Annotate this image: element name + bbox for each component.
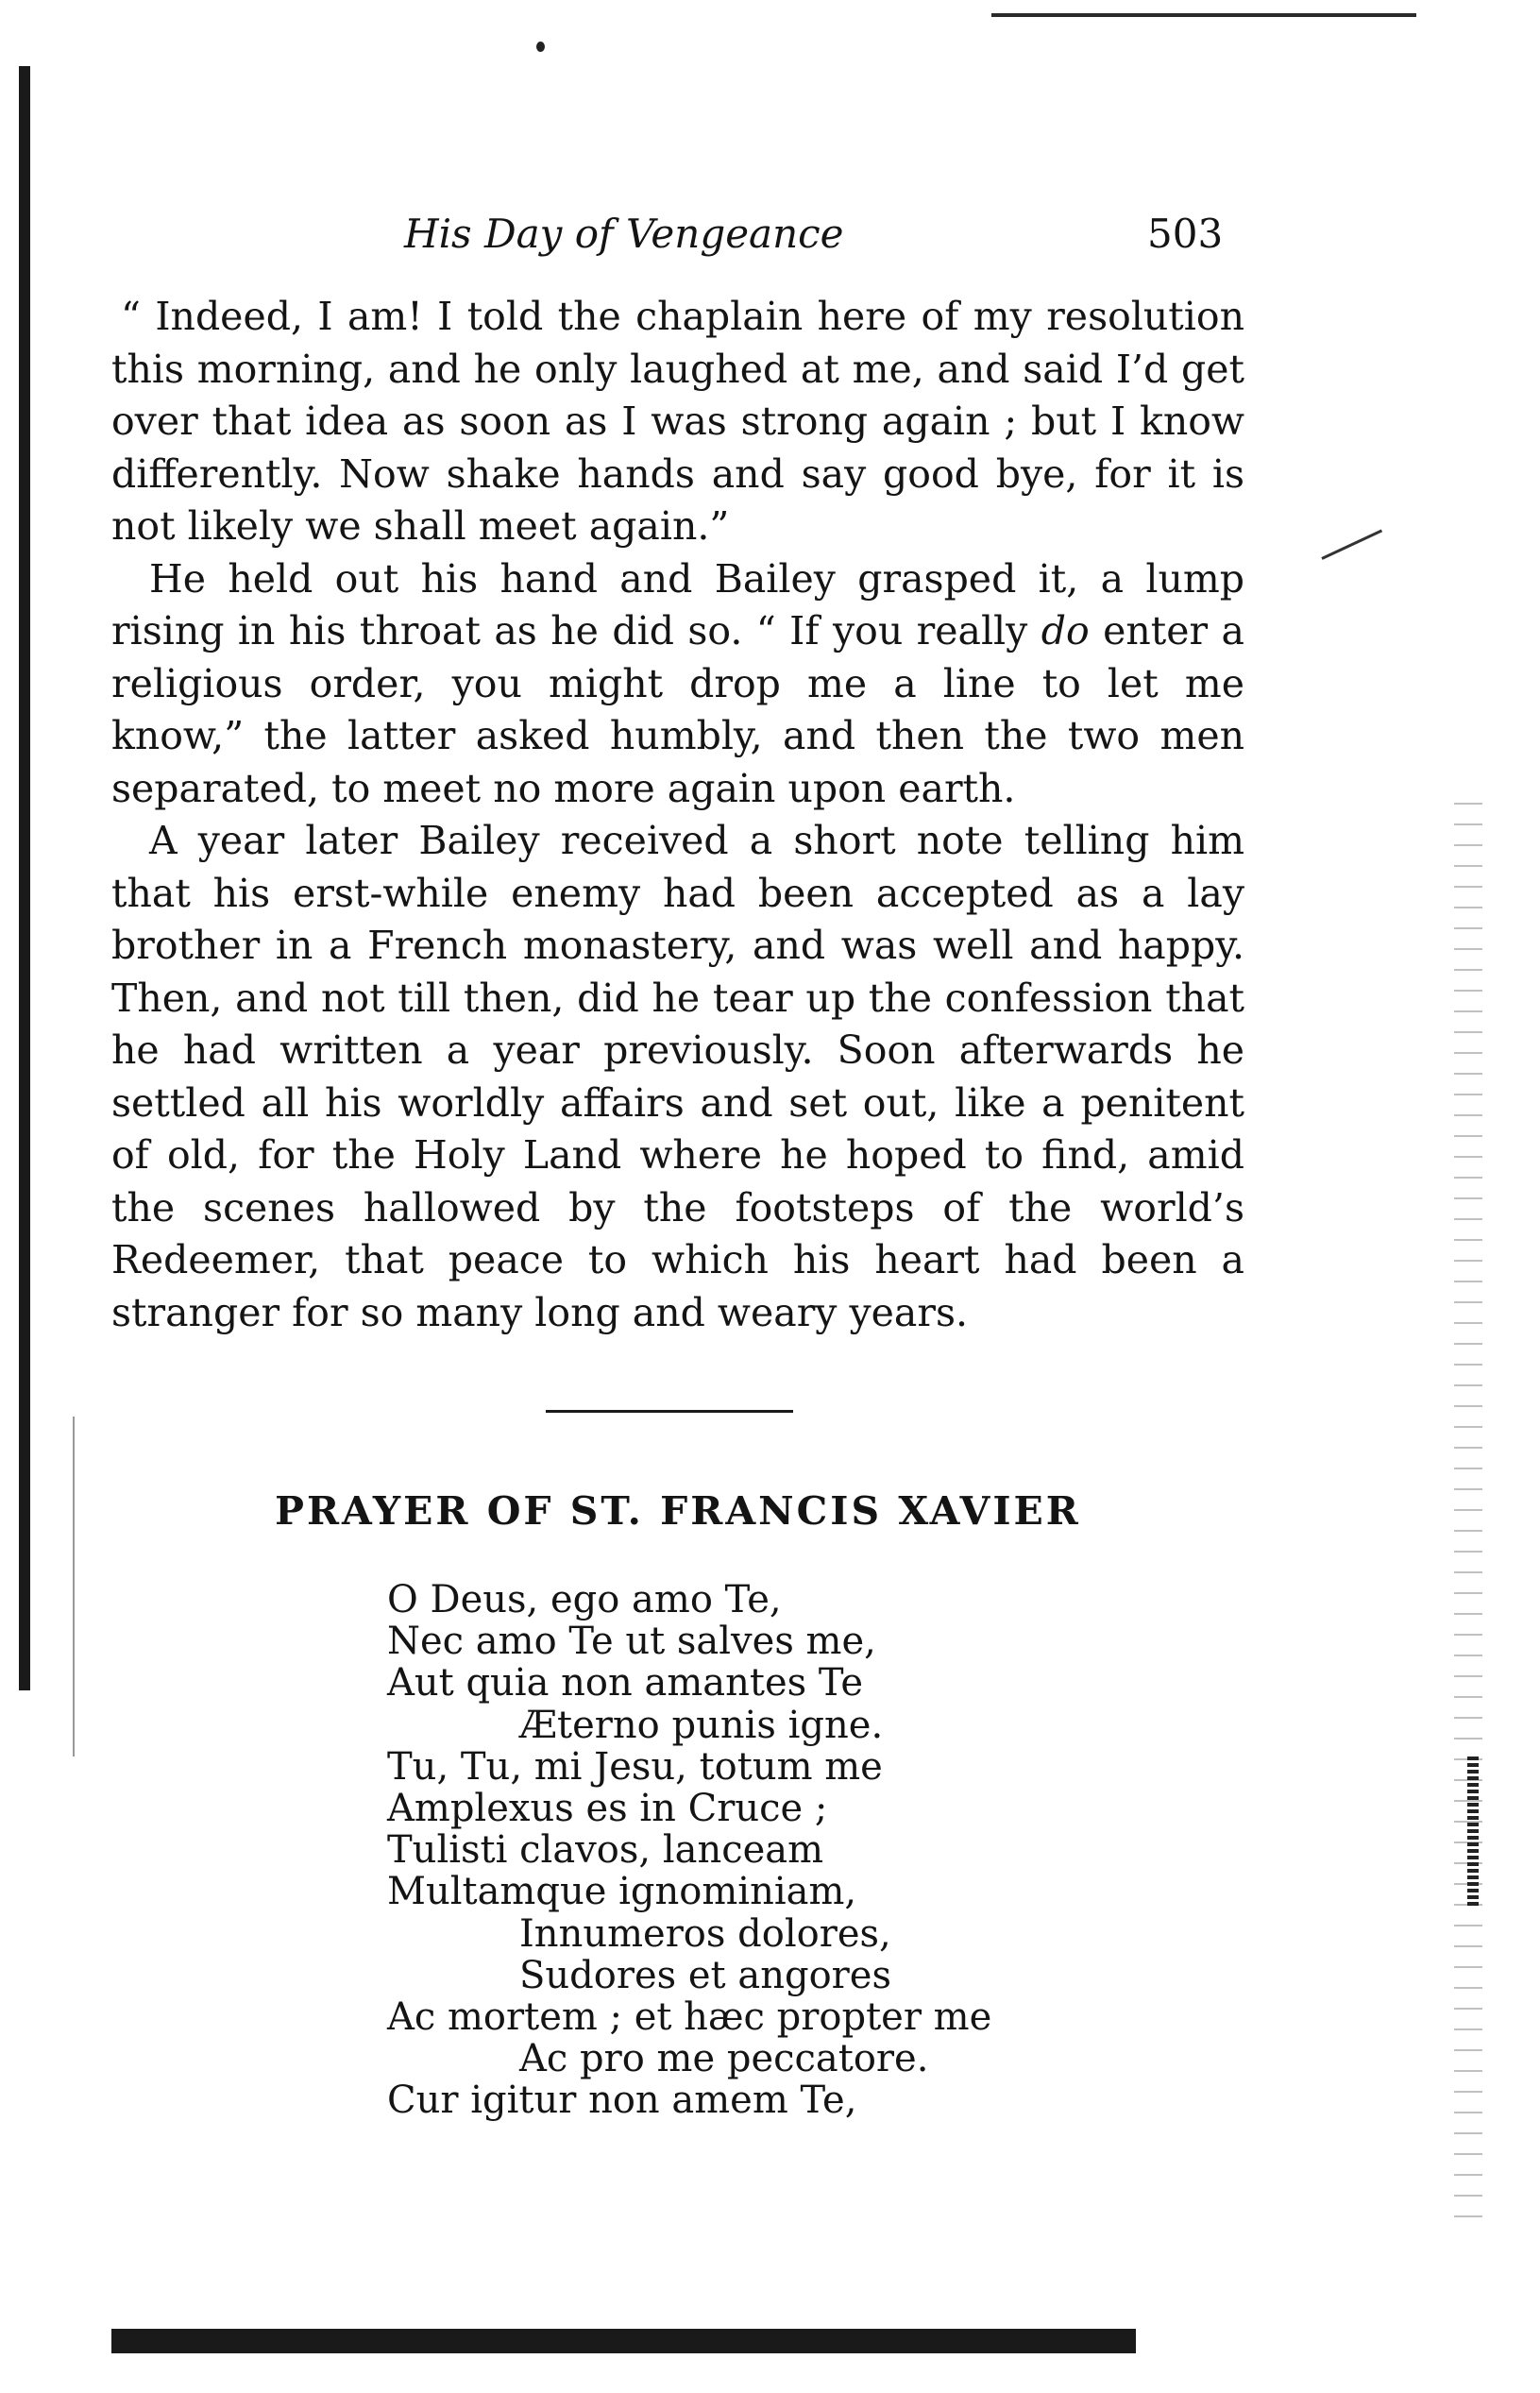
- verse-line: Tulisti clavos, lanceam: [387, 1828, 824, 1873]
- page-number: 503: [1147, 211, 1224, 257]
- scan-noise-right-dark: [1467, 1757, 1479, 1908]
- verse-line: Aut quia non amantes Te: [387, 1661, 864, 1706]
- verse-line: Ac mortem ; et hæc propter me: [387, 1995, 992, 2040]
- running-head: [111, 206, 1244, 263]
- paragraph-1-text: “ Indeed, I am! I told the chaplain here of my resolution this morning, and he only laughed at me, and said I’d get over that idea as soon as I was strong again ; but I know differently. Now shake hands and say good bye, for it is not likely we shall meet again.”: [111, 294, 1244, 549]
- paragraph-2-text-start: He held out his hand and Bailey grasped it, a lump rising in his throat as he did so. “ If you really: [111, 555, 1244, 653]
- margin-pencil-mark: [1321, 530, 1382, 560]
- paragraph-3: [111, 815, 1244, 1339]
- verse-line: Sudores et angores: [519, 1953, 891, 1997]
- verse-line: Ac pro me peccatore.: [519, 2037, 929, 2081]
- verse-line: O Deus, ego amo Te,: [387, 1578, 782, 1621]
- running-title: His Day of Vengeance: [404, 211, 844, 257]
- paragraph-2: [111, 553, 1244, 816]
- ink-speck: [536, 42, 545, 52]
- paragraph-2-text-end: enter a religious order, you might drop me a line to let me know,” the latter asked humbly, and then the two men separated, to meet no more again upon earth.: [111, 608, 1244, 811]
- verse-line: Æterno punis igne.: [519, 1703, 884, 1747]
- prayer-title: PRAYER OF ST. FRANCIS XAVIER: [275, 1488, 1081, 1534]
- verse-line: Tu, Tu, mi Jesu, totum me: [387, 1744, 883, 1789]
- scan-edge-left: [19, 66, 30, 1690]
- verse-line: Nec amo Te ut salves me,: [387, 1620, 876, 1664]
- paragraph-3-text: A year later Bailey received a short note telling him that his erst-while enemy had been accepted as a lay brother in a French monastery, and was well and happy. Then, and not till then, did he tear up the confession that he had written a year previously. Soon afterwards he settled all his worldly affairs and set out, like a penitent of old, for the Holy Land where he hoped to find, amid the scenes hallowed by the footsteps of the world’s Redeemer, that peace to which his heart had been a stranger for so many long and weary years.: [111, 818, 1244, 1335]
- paragraph-2-emphasis: do: [1041, 608, 1090, 653]
- paragraph-1: [111, 291, 1244, 553]
- verse-line: Cur igitur non amem Te,: [387, 2079, 857, 2123]
- verse-line: Amplexus es in Cruce ;: [387, 1787, 828, 1831]
- scan-edge-bottom: [111, 2329, 1136, 2353]
- section-divider: [546, 1410, 793, 1413]
- prayer-verse: [387, 1579, 1142, 2122]
- scan-edge-top: [991, 13, 1416, 17]
- body-text: [111, 291, 1244, 1339]
- scan-noise-right: [1454, 803, 1482, 2219]
- scan-edge-left-faint: [73, 1417, 75, 1757]
- verse-line: Multamque ignominiam,: [387, 1870, 857, 1914]
- verse-line: Innumeros dolores,: [519, 1911, 891, 1956]
